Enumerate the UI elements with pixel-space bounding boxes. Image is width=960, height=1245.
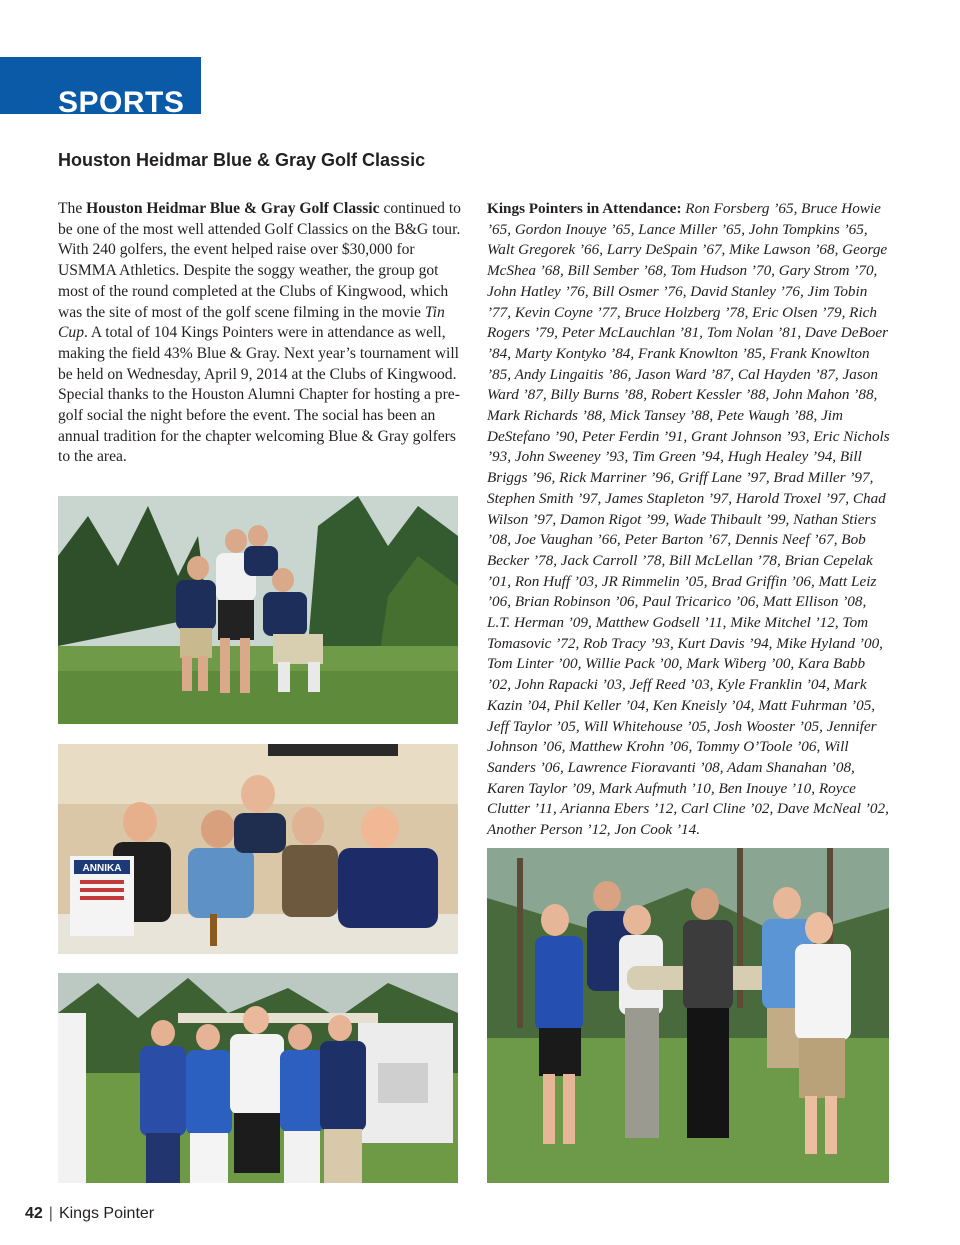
photo-group-lifting-golfer xyxy=(487,848,889,1183)
annika-banner-text: ANNIKA xyxy=(82,863,122,874)
publication-name: Kings Pointer xyxy=(58,1205,155,1222)
section-label: SPORTS xyxy=(58,86,185,119)
article-body: The Houston Heidmar Blue & Gray Golf Classic continued to be one of the most well attended Golf Classics on the B&G tour. With 240 golfers, the event helped raise over $30,000 for USMMA Athletics. Despite the soggy weather, the group got most of the round completed at the Clubs of Kingwood, which was the site of most of the golf scene filming in the movie Tin Cup. A total of 104 Kings Pointers were in attendance as well, making the field 43% Blue & Gray. Next year’s tournament will be held on Wednesday, April 9, 2014 at the Clubs of Kingwood. Special thanks to the Houston Alumni Chapter for hosting a pre-golf social the night before the event. The social has been an annual tradition for the chapter welcoming Blue & Gray golfers to the area. xyxy=(58,200,461,466)
page-number: 42 xyxy=(25,1205,43,1222)
attendance-list: Kings Pointers in Attendance: Ron Forsberg ’65, Bruce Howie ’65, Gordon Inouye ’65, Lance Miller ’65, John Tompkins ’65, Walt Gregorek ’66, Larry DeSpain ’67, Mike Lawson ’68, George McShea ’68, Bill Sember ’68, Tom Hudson ’70, Gary Strom ’70, John Hatley ’76, Bill Osmer ’76, David Stanley ’76, Jim Tobin ’77, Kevin Coyne ’77, Bruce Holzberg ’78, Eric Olsen ’79, Rich Rogers ’79, Peter McLauchlan ’81, Tom Nolan ’81, Dave DeBoer ’84, Marty Kontyko ’84, Frank Knowlton ’85, Frank Knowlton ’85, Andy Lingaitis ’86, Jason Ward ’87, Cal Hayden ’87, Jason Ward ’87, Billy Burns ’88, Robert Kessler ’88, John Mahon ’88, Mark Richards ’88, Mick Tansey ’88, Pete Waugh ’88, Jim DeStefano ’90, Peter Ferdin ’91, Grant Johnson ’93, Eric Nichols ’93, John Sweeney ’93, Tim Green ’94, Hugh Healey ’94, Bill Briggs ’96, Rick Marriner ’96, Griff Lane ’97, Brad Miller ’97, Stephen Smith ’97, James Stapleton ’97, Harold Troxel ’97, Chad Wilson ’97, Damon Rigot ’99, Wade Thibault ’99, Nathan Stiers ’08, Joe Vaughan ’66, Peter Barton ’67, Dennis Neef ’67, Bob Becker ’78, Jack Carroll ’78, Bill McLellan ’78, Brian Cepelak ’01, Ron Huff ’03, JR Rimmelin ’05, Brad Griffin ’06, Matt Leiz ’06, Brian Robinson ’06, Paul Tricarico ’06, Matt Ellison ’08, L.T. Herman ’09, Matthew Godsell ’11, Mike Mitchel ’12, Tom Tomasovic ’72, Rob Tracy ’93, Kurt Davis ’94, Mike Hyland ’00, Tom Linter ’00, Willie Pack ’00, Mark Wiberg ’00, Kara Babb ’02, John Rapacki ’03, Jeff Reed ’03, Kyle Franklin ’04, Mark Kazin ’04, Phil Keller ’04, Ken Kneisly ’04, Matt Fuhrman ’05, Jeff Taylor ’05, Will Whitehouse ’05, Josh Wooster ’05, Jennifer Johnson ’06, Matthew Krohn ’06, Tommy O’Toole ’06, Will Sanders ’06, Lawrence Fioravanti ’08, Adam Shanahan ’08, Karen Taylor ’09, Mark Aufmuth ’10, Ben Inouye ’10, Royce Clutter ’11, Arianna Ebers ’12, Carl Cline ’02, Dave McNeal ’02, Another Person ’12, Jon Cook ’14. xyxy=(487,200,890,839)
movie-title: Tin Cup xyxy=(58,303,445,342)
event-name: Houston Heidmar Blue & Gray Golf Classic xyxy=(86,200,380,217)
photo-group-golf-cart xyxy=(58,973,458,1183)
footer-separator: | xyxy=(48,1205,53,1222)
attendance-label: Kings Pointers in Attendance xyxy=(487,200,677,217)
photo-golfers-posing xyxy=(58,496,458,724)
photo-pre-golf-social xyxy=(58,744,458,954)
attendance-names: Ron Forsberg ’65, Bruce Howie ’65, Gordon Inouye ’65, Lance Miller ’65, John Tompkins ’65, Walt Gregorek ’66, Larry DeSpain ’67, Mike Lawson ’68, George McShea ’68, Bill Sember ’68, Tom Hudson ’70, Gary Strom ’70, John Hatley ’76, Bill Osmer ’76, David Stanley ’76, Jim Tobin ’77, Kevin Coyne ’77, Bruce Holzberg ’78, Eric Olsen ’79, Rich Rogers ’79, Peter McLauchlan ’81, Tom Nolan ’81, Dave DeBoer ’84, Marty Kontyko ’84, Frank Knowlton ’85, Frank Knowlton ’85, Andy Lingaitis ’86, Jason Ward ’87, Cal Hayden ’87, Jason Ward ’87, Billy Burns ’88, Robert Kessler ’88, John Mahon ’88, Mark Richards ’88, Mick Tansey ’88, Pete Waugh ’88, Jim DeStefano ’90, Peter Ferdin ’91, Grant Johnson ’93, Eric Nichols ’93, John Sweeney ’93, Tim Green ’94, Hugh Healey ’94, Bill Briggs ’96, Rick Marriner ’96, Griff Lane ’97, Brad Miller ’97, Stephen Smith ’97, James Stapleton ’97, Harold Troxel ’97, Chad Wilson ’97, Damon Rigot ’99, Wade Thibault ’99, Nathan Stiers ’08, Joe Vaughan ’66, Peter Barton ’67, Dennis Neef ’67, Bob Becker ’78, Jack Carroll ’78, Bill McLellan ’78, Brian Cepelak ’01, Ron Huff ’03, JR Rimmelin ’05, Brad Griffin ’06, Matt Leiz ’06, Brian Robinson ’06, Paul Tricarico ’06, Matt Ellison ’08, L.T. Herman ’09, Matthew Godsell ’11, Mike Mitchel ’12, Tom Tomasovic ’72, Rob Tracy ’93, Kurt Davis ’94, Mike Hyland ’00, Tom Linter ’00, Willie Pack ’00, Mark Wiberg ’00, Kara Babb ’02, John Rapacki ’03, Jeff Reed ’03, Kyle Franklin ’04, Mark Kazin ’04, Phil Keller ’04, Ken Kneisly ’04, Matt Fuhrman ’05, Jeff Taylor ’05, Will Whitehouse ’05, Josh Wooster ’05, Jennifer Johnson ’06, Matthew Krohn ’06, Tommy O’Toole ’06, Will Sanders ’06, Lawrence Fioravanti ’08, Adam Shanahan ’08, Karen Taylor ’09, Mark Aufmuth ’10, Ben Inouye ’10, Royce Clutter ’11, Arianna Ebers ’12, Carl Cline ’02, Dave McNeal ’02, Another Person ’12, Jon Cook ’14. xyxy=(487,200,890,839)
section-tab xyxy=(0,57,201,119)
page-footer xyxy=(25,1205,154,1223)
article-title: Houston Heidmar Blue & Gray Golf Classic xyxy=(58,150,426,170)
